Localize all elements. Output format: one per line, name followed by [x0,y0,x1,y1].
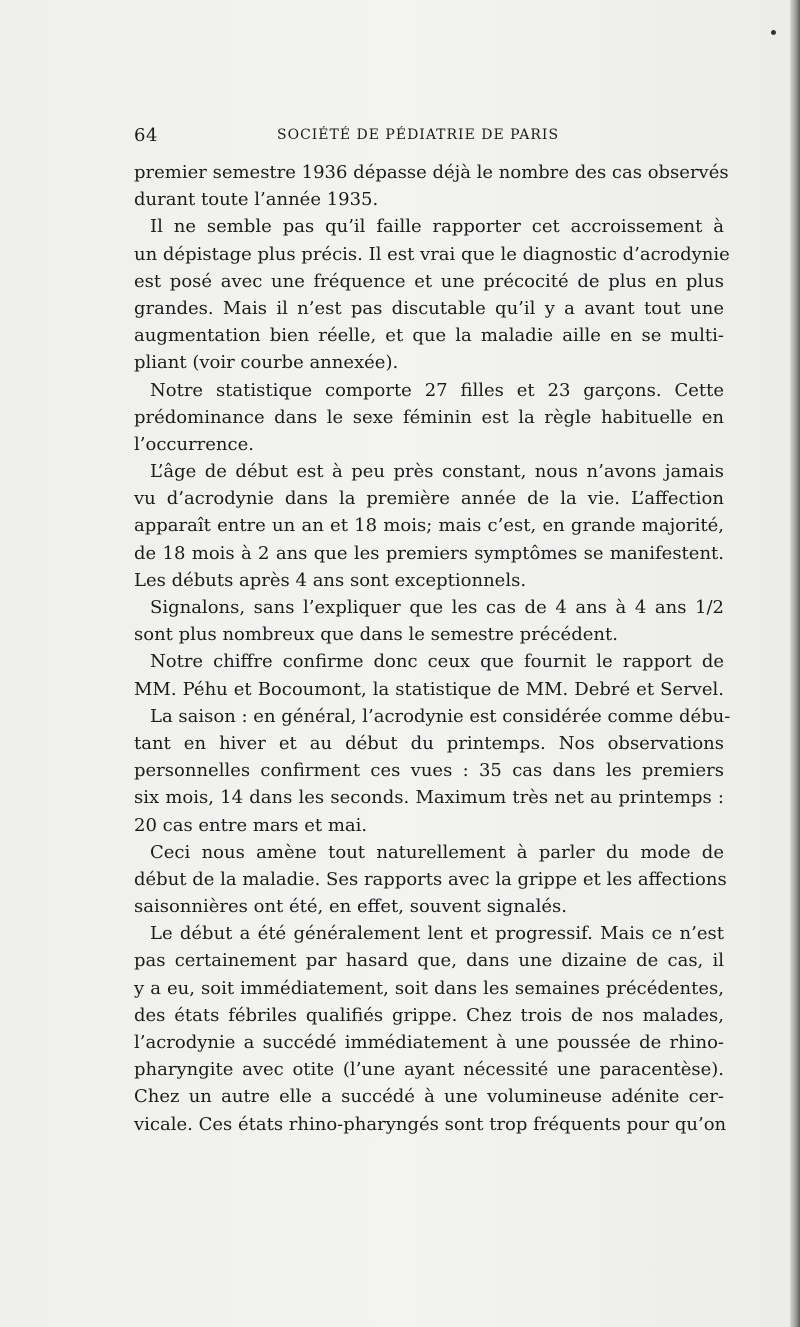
text-line: durant toute l’année 1935. [134,189,379,211]
text-line: personnelles confirment ces vues : 35 cas dans les premiers [134,760,724,782]
text-line: vicale. Ces états rhino-pharyngés sont trop fréquents pour qu’on [134,1113,727,1135]
text-line: grandes. Mais il n’est pas discutable qu’il y a avant tout une [134,297,724,319]
text-line: Notre statistique comporte 27 filles et 23 garçons. Cette [150,379,724,401]
text-line: début de la maladie. Ses rapports avec la grippe et les affections [134,868,727,890]
text-line: des états fébriles qualifiés grippe. Chez trois de nos malades, [134,1004,724,1026]
text-line: La saison : en général, l’acrodynie est considérée comme débu- [150,705,731,727]
text-line: MM. Péhu et Bocoumont, la statistique de MM. Debré et Servel. [134,678,724,700]
text-line: 20 cas entre mars et mai. [134,814,368,836]
text-line: saisonnières ont été, en effet, souvent signalés. [134,896,567,918]
text-line: est posé avec une fréquence et une précocité de plus en plus [134,270,724,292]
page-header [134,125,724,155]
text-line: apparaît entre un an et 18 mois; mais c’est, en grande majorité, [134,515,724,537]
text-line: Le début a été généralement lent et progressif. Mais ce n’est [150,923,724,945]
text-line: sont plus nombreux que dans le semestre précédent. [134,624,618,646]
text-line: pas certainement par hasard que, dans une dizaine de cas, il [134,950,724,972]
running-head: SOCIÉTÉ DE PÉDIATRIE DE PARIS [277,127,560,143]
text-line: Ceci nous amène tout naturellement à parler du mode de [150,841,724,863]
text-line: augmentation bien réelle, et que la maladie aille en se multi- [134,325,724,347]
text-line: Chez un autre elle a succédé à une volumineuse adénite cer- [134,1086,724,1108]
text-line: Notre chiffre confirme donc ceux que fournit le rapport de [150,651,724,673]
text-line: prédominance dans le sexe féminin est la règle habituelle en [134,406,724,428]
text-line: Il ne semble pas qu’il faille rapporter cet accroissement à [150,216,724,238]
text-line: pharyngite avec otite (l’une ayant nécessité une paracentèse). [134,1059,724,1081]
text-line: six mois, 14 dans les seconds. Maximum très net au printemps : [134,787,724,809]
text-line: L’âge de début est à peu près constant, nous n’avons jamais [150,461,724,483]
text-line: premier semestre 1936 dépasse déjà le nombre des cas observés [134,162,729,183]
ink-speck [771,30,776,35]
page-edge-shadow [790,0,800,1327]
text-line: vu d’acrodynie dans la première année de la vie. L’affection [134,488,724,510]
page-number: 64 [134,125,158,146]
text-line: l’acrodynie a succédé immédiatement à une poussée de rhino- [134,1032,724,1053]
text-line: Les débuts après 4 ans sont exceptionnels. [134,569,527,591]
text-line: un dépistage plus précis. Il est vrai que le diagnostic d’acrodynie [134,243,730,265]
text-line: Signalons, sans l’expliquer que les cas de 4 ans à 4 ans 1/2 [150,597,724,618]
text-line: pliant (voir courbe annexée). [134,352,399,374]
text-line: y a eu, soit immédiatement, soit dans les semaines précédentes, [134,977,724,999]
text-line: tant en hiver et au début du printemps. Nos observations [134,732,724,754]
body-text [134,159,731,1138]
text-line: l’occurrence. [134,433,254,455]
text-line: de 18 mois à 2 ans que les premiers symptômes se manifestent. [134,542,724,564]
